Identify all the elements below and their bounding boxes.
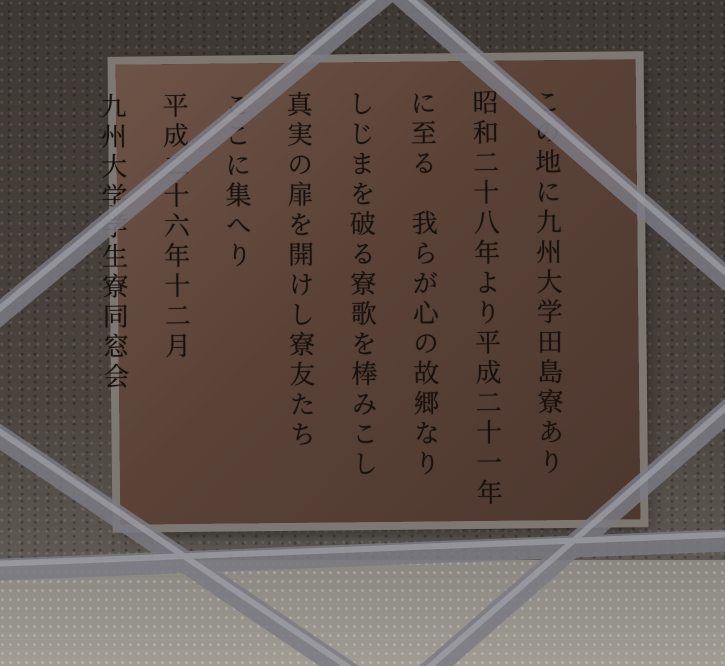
inscription-line-8: 九州大学学生寮同窓会 [95,92,130,393]
inscription-line-7: 平成二十六年十二月 [157,91,191,363]
inscription-line-6: ここに集へり [219,91,252,272]
inscription-line-2: 昭和二十八年より平成二十一年 [467,88,503,510]
ground [0,560,725,666]
inscription-line-5: 真実の扉を開けし寮友たち [281,90,316,451]
plaque-inscription [80,88,580,513]
inscription-line-4: しじまを破る寮歌を棒みこし [343,90,378,481]
inscription-line-3: に至る 我らが心の故郷なり [405,89,440,480]
stone-plaque [95,59,641,524]
inscription-line-1: この地に九州大学田島寮あり [529,88,564,479]
